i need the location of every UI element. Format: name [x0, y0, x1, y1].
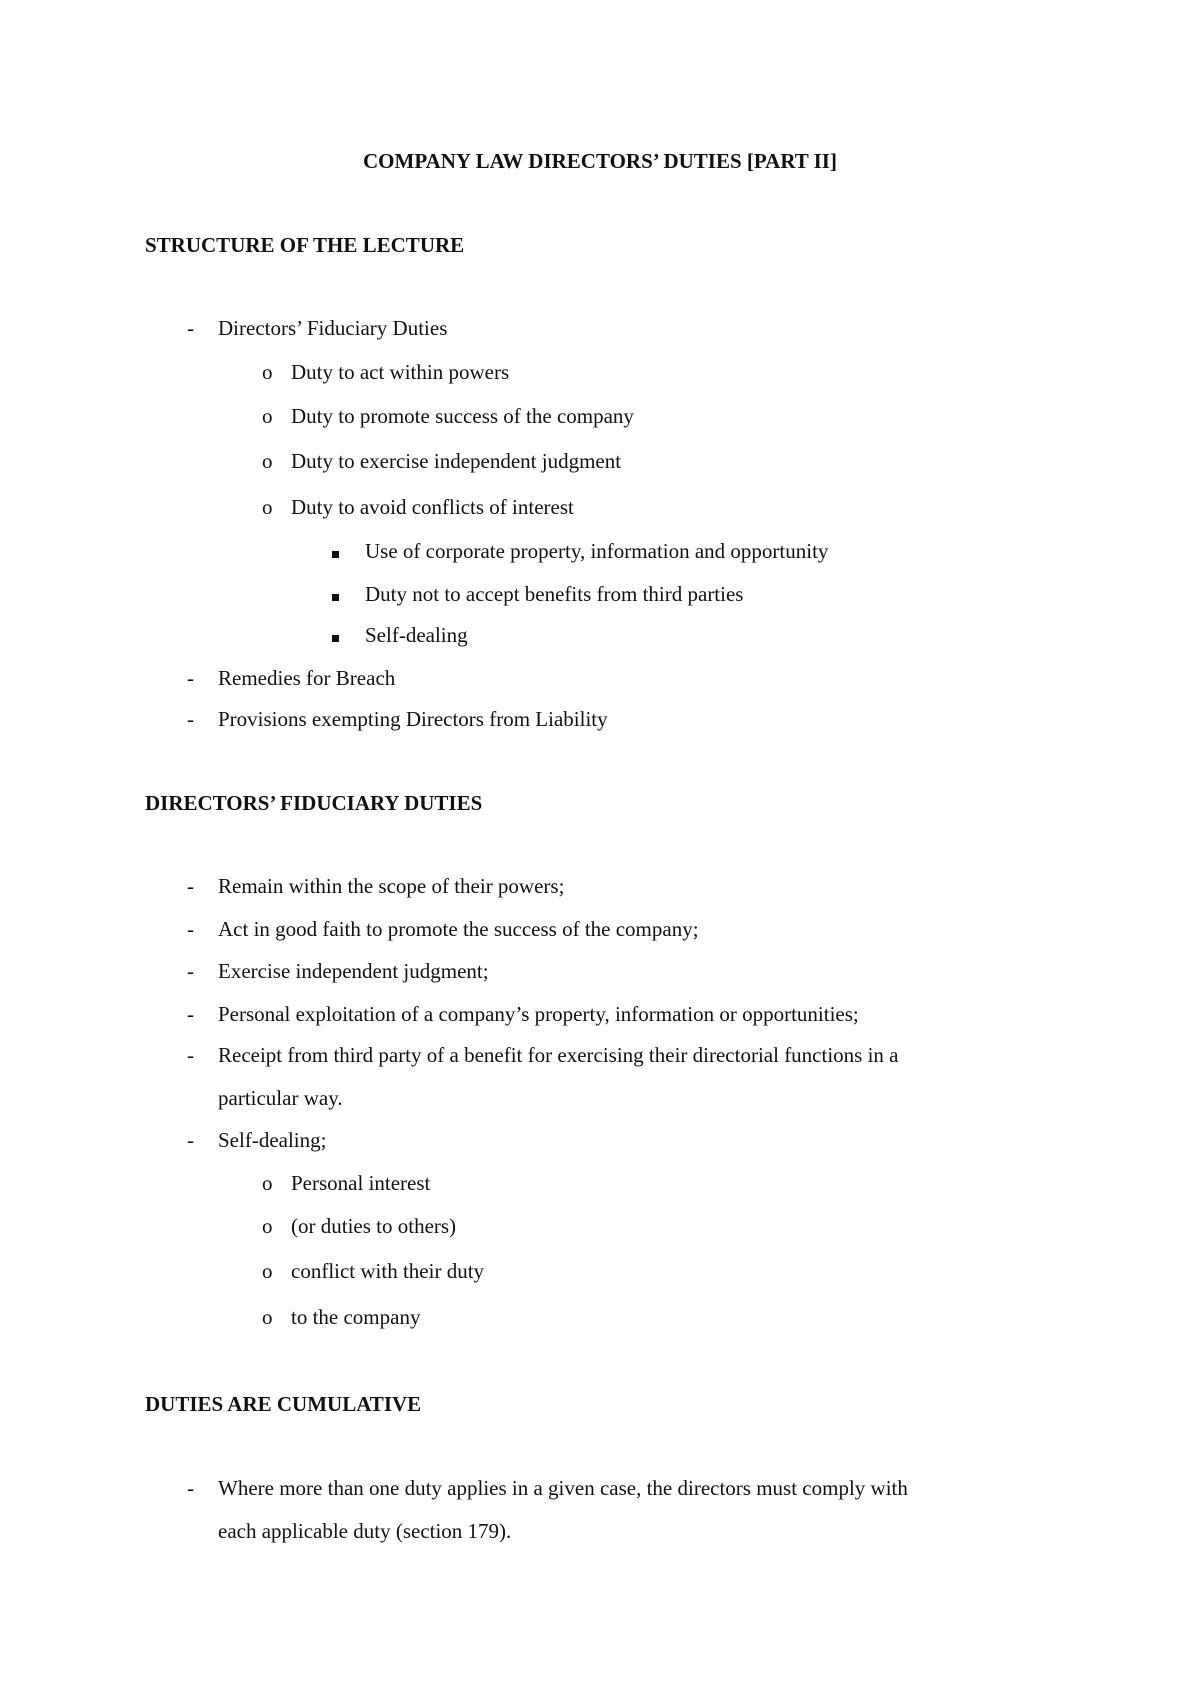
- list-item-text: Use of corporate property, information and opportunity: [365, 539, 829, 563]
- circle-bullet-icon: o: [262, 1171, 273, 1195]
- dash-bullet-icon: -: [187, 1002, 194, 1026]
- dash-bullet-icon: -: [187, 959, 194, 983]
- square-bullet-icon: [332, 538, 339, 564]
- circle-bullet-icon: o: [262, 404, 273, 428]
- list-item-text: Exercise independent judgment;: [218, 959, 489, 983]
- list-item-text: Directors’ Fiduciary Duties: [218, 316, 448, 340]
- section-heading: DUTIES ARE CUMULATIVE: [145, 1392, 422, 1416]
- list-item-text: Duty to act within powers: [291, 360, 510, 384]
- dash-bullet-icon: -: [187, 874, 194, 898]
- list-item-continuation: particular way.: [218, 1086, 343, 1110]
- list-item-continuation: each applicable duty (section 179).: [218, 1519, 512, 1543]
- dash-bullet-icon: -: [187, 1476, 194, 1500]
- section-heading: STRUCTURE OF THE LECTURE: [145, 233, 465, 257]
- list-item-text: Duty to exercise independent judgment: [291, 449, 622, 473]
- dash-bullet-icon: -: [187, 1128, 194, 1152]
- square-bullet-icon: [332, 581, 339, 607]
- list-item-text: Act in good faith to promote the success of the company;: [218, 917, 699, 941]
- circle-bullet-icon: o: [262, 1214, 273, 1238]
- list-item-text: Where more than one duty applies in a given case, the directors must comply with: [218, 1476, 908, 1500]
- circle-bullet-icon: o: [262, 1305, 273, 1329]
- list-item-text: Personal exploitation of a company’s property, information or opportunities;: [218, 1002, 859, 1026]
- circle-bullet-icon: o: [262, 360, 273, 384]
- list-item-text: Remedies for Breach: [218, 666, 396, 690]
- dash-bullet-icon: -: [187, 1043, 194, 1067]
- circle-bullet-icon: o: [262, 1259, 273, 1283]
- list-item-text: Personal interest: [291, 1171, 431, 1195]
- circle-bullet-icon: o: [262, 449, 273, 473]
- square-bullet-icon: [332, 622, 339, 648]
- list-item-text: (or duties to others): [291, 1214, 457, 1238]
- list-item-text: Duty not to accept benefits from third parties: [365, 582, 744, 606]
- dash-bullet-icon: -: [187, 707, 194, 731]
- dash-bullet-icon: -: [187, 917, 194, 941]
- list-item-text: Remain within the scope of their powers;: [218, 874, 565, 898]
- document-title: COMPANY LAW DIRECTORS’ DUTIES [PART II]: [363, 149, 837, 173]
- dash-bullet-icon: -: [187, 666, 194, 690]
- list-item-text: conflict with their duty: [291, 1259, 485, 1283]
- section-heading: DIRECTORS’ FIDUCIARY DUTIES: [145, 791, 483, 815]
- list-item-text: Receipt from third party of a benefit for exercising their directorial functions in a: [218, 1043, 899, 1067]
- list-item-text: Provisions exempting Directors from Liability: [218, 707, 608, 731]
- list-item-text: Self-dealing: [365, 623, 468, 647]
- list-item-text: Duty to avoid conflicts of interest: [291, 495, 574, 519]
- list-item-text: to the company: [291, 1305, 421, 1329]
- dash-bullet-icon: -: [187, 316, 194, 340]
- list-item-text: Duty to promote success of the company: [291, 404, 634, 428]
- circle-bullet-icon: o: [262, 495, 273, 519]
- list-item-text: Self-dealing;: [218, 1128, 327, 1152]
